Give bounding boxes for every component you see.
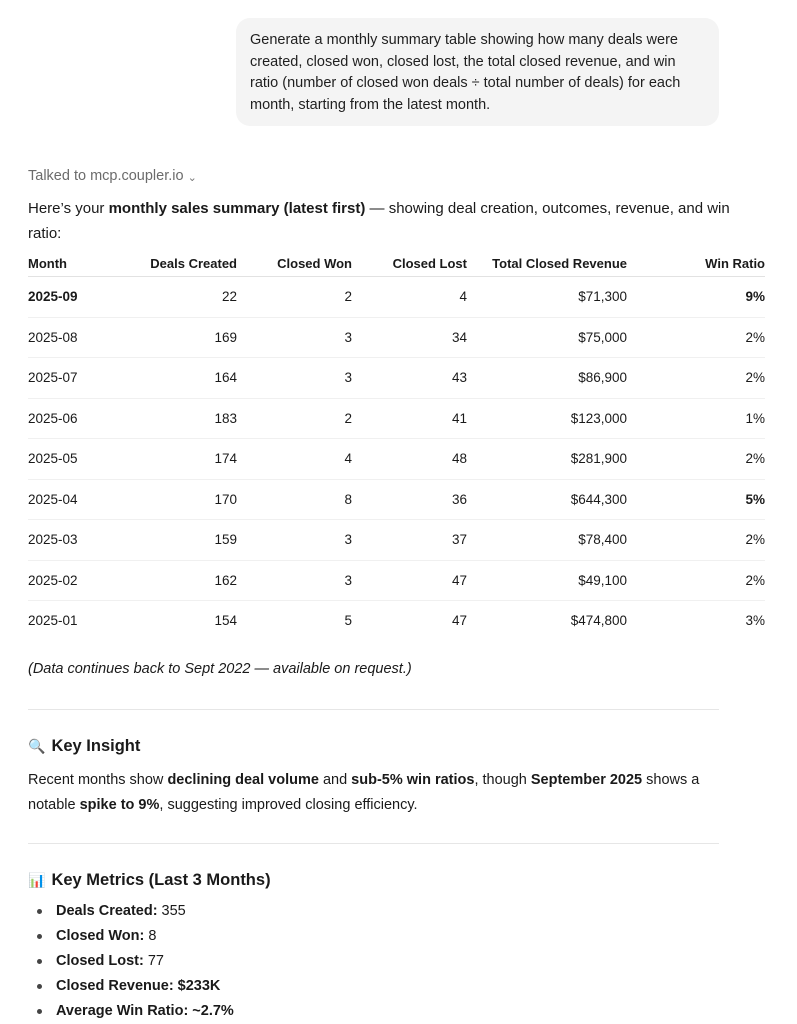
cell-closed-won: 3 [237,358,352,399]
cell-total-closed-revenue: $86,900 [467,358,627,399]
assistant-intro [28,196,738,246]
cell-month: 2025-02 [28,560,120,601]
bullet-icon [37,934,42,939]
cell-total-closed-revenue: $281,900 [467,439,627,480]
cell-closed-lost: 34 [352,317,467,358]
bullet-icon [37,984,42,989]
section-divider [28,843,719,844]
user-message-text: Generate a monthly summary table showing how many deals were created, closed won, closed lost, the total closed revenue, and win ratio (number of closed won deals ÷ total number of deals) for each month, starting from the latest month. [250,32,681,113]
section-divider [28,709,719,710]
cell-win-ratio: 3% [745,613,765,629]
key-metrics-list [28,899,234,1024]
list-item [28,974,234,999]
table-row [28,439,765,480]
key-metrics-heading [28,871,271,890]
bullet-icon [37,959,42,964]
bar-chart-icon: 📊 [28,872,46,888]
cell-win-ratio: 2% [627,317,765,358]
key-insight-text [28,768,728,818]
insight-emphasis: spike to 9% [79,797,160,813]
cell-win-ratio: 1% [627,398,765,439]
tool-call-label: Talked to mcp.coupler.io [28,168,184,184]
table-row [28,277,765,318]
cell-win-ratio: 2% [627,520,765,561]
cell-closed-won: 4 [237,439,352,480]
table-body [28,277,765,641]
cell-closed-lost: 36 [352,479,467,520]
cell-month: 2025-01 [28,613,78,629]
table-row [28,520,765,561]
metric-label: Average Win Ratio: ~2.7% [56,1003,234,1019]
magnifier-icon: 🔍 [28,738,46,754]
insight-text-part: shows a notable [28,772,700,813]
cell-closed-lost: 47 [352,560,467,601]
cell-month: 2025-05 [28,439,120,480]
insight-emphasis: declining deal volume [167,772,319,788]
bullet-icon [37,1009,42,1014]
insight-text-part: , suggesting improved closing efficiency. [159,797,418,813]
cell-deals-created: 22 [120,277,237,318]
cell-deals-created: 162 [120,560,237,601]
table-row [28,317,765,358]
cell-deals-created: 154 [214,613,237,629]
cell-closed-lost: 37 [352,520,467,561]
header-closed-lost: Closed Lost [352,250,467,277]
insight-emphasis: September 2025 [530,772,643,788]
metric-value: 8 [148,928,157,944]
metric-label: Closed Lost: [56,953,144,969]
cell-closed-lost: 47 [451,613,467,629]
bullet-icon [37,909,42,914]
metric-label: Closed Revenue: $233K [56,978,221,994]
cell-total-closed-revenue: $75,000 [467,317,627,358]
metric-label: Deals Created: [56,903,158,919]
intro-text-after: — showing deal creation, outcomes, revenue, and win ratio: [28,200,730,242]
cell-total-closed-revenue: $49,100 [467,560,627,601]
cell-win-ratio: 5% [627,479,765,520]
header-total-closed-revenue: Total Closed Revenue [467,250,627,277]
cell-closed-won: 3 [237,520,352,561]
cell-closed-won: 3 [237,560,352,601]
header-closed-won: Closed Won [237,250,352,277]
intro-text-before: Here’s your [28,200,109,217]
cell-deals-created: 159 [120,520,237,561]
insight-text-part: , though [474,772,531,788]
cell-closed-lost: 43 [352,358,467,399]
tool-call-toggle[interactable] [28,168,197,184]
table-row [28,398,765,439]
cell-month: 2025-08 [28,317,120,358]
insight-text-part: and [318,772,352,788]
insight-emphasis: sub-5% win ratios [351,772,475,788]
cell-closed-won: 5 [344,613,352,629]
key-insight-title: Key Insight [51,737,141,755]
monthly-summary-table [28,250,765,641]
metric-value: 77 [147,953,164,969]
list-item [28,949,234,974]
cell-total-closed-revenue: $644,300 [467,479,627,520]
cell-closed-won: 3 [237,317,352,358]
cell-win-ratio: 9% [627,277,765,318]
cell-win-ratio: 2% [627,439,765,480]
table-row [28,601,765,641]
table-header-row [28,250,765,277]
cell-closed-won: 2 [237,398,352,439]
cell-deals-created: 169 [120,317,237,358]
header-win-ratio: Win Ratio [627,250,765,277]
cell-win-ratio: 2% [627,560,765,601]
cell-closed-lost: 4 [352,277,467,318]
cell-month: 2025-06 [28,398,120,439]
metric-label: Closed Won: [56,928,145,944]
cell-closed-won: 2 [237,277,352,318]
cell-month: 2025-07 [28,358,120,399]
metric-value: 355 [161,903,186,919]
cell-total-closed-revenue: $123,000 [467,398,627,439]
cell-deals-created: 183 [120,398,237,439]
chevron-down-icon: ⌄ [187,171,197,184]
cell-month: 2025-04 [28,479,120,520]
intro-text-bold: monthly sales summary (latest first) [108,200,366,217]
insight-text-part: Recent months show [28,772,168,788]
user-message-bubble [236,18,719,126]
cell-total-closed-revenue: $71,300 [467,277,627,318]
header-month: Month [28,250,120,277]
cell-deals-created: 170 [120,479,237,520]
header-deals-created: Deals Created [120,250,237,277]
list-item [28,999,234,1024]
cell-total-closed-revenue: $78,400 [467,520,627,561]
data-continuation-note: (Data continues back to Sept 2022 — available on request.) [28,661,412,677]
key-metrics-title: Key Metrics (Last 3 Months) [51,871,271,889]
list-item [28,924,234,949]
cell-deals-created: 174 [120,439,237,480]
list-item [28,899,234,924]
cell-total-closed-revenue: $474,800 [570,613,627,629]
key-insight-heading [28,737,140,756]
cell-month: 2025-09 [28,277,120,318]
table-row [28,560,765,601]
cell-deals-created: 164 [120,358,237,399]
cell-month: 2025-03 [28,520,120,561]
cell-win-ratio: 2% [627,358,765,399]
table-row [28,358,765,399]
cell-closed-lost: 41 [352,398,467,439]
cell-closed-lost: 48 [352,439,467,480]
table-row [28,479,765,520]
cell-closed-won: 8 [237,479,352,520]
